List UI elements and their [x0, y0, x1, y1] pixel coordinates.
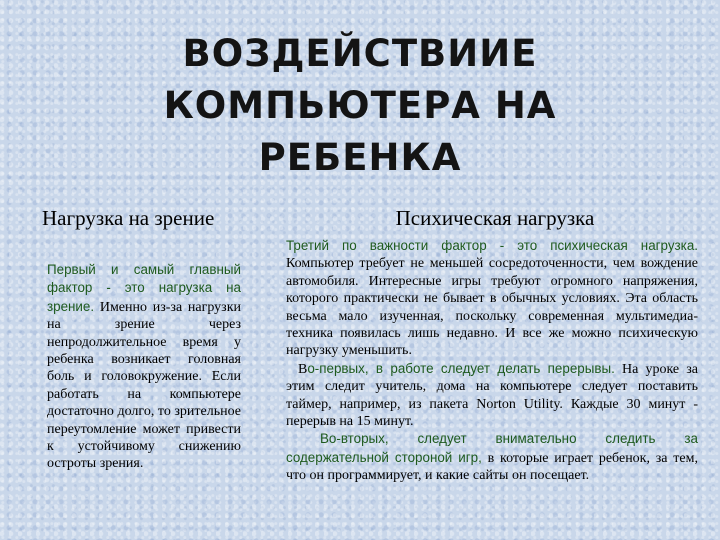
right-p2-body: На уроке за этим следит учитель, дома на компьютере следует поставить таймер, например, из пакета Norton Utility. Каждые 30 минут - перерыв на 15 минут. [286, 361, 698, 430]
left-column-text [47, 261, 241, 473]
right-p1-body: Компьютер требует не меньшей сосредоточенности, чем вождение автомобиля. Интересные игры требуют огромного напряжения, которого практически не бывает в обычных условиях. Эта область весьма мало изученная, поскольку современная мультимедиа-техника появилась лишь недавно. И все же можно психическую нагрузку уменьшить. [286, 256, 698, 359]
left-column-heading: Нагрузка на зрение [42, 206, 215, 230]
right-p3-green: Во-вторых, следует внимательно следить за содержательной стороной игр, [286, 431, 698, 465]
title-line-1: ВОЗДЕЙСТВИИЕ [182, 32, 538, 75]
right-p2-lead: В [298, 361, 308, 377]
right-p2-green: о-первых, в работе следует делать перерывы. [307, 360, 615, 376]
left-body: Именно из-за нагрузки на зрение через непродолжительное время у ребенка возникает головная боль и головокружение. Если работать на компьютере достаточно долго, то зрительное переутомление может привести к устойчивому снижению остроты зрения. [47, 299, 242, 472]
left-green-lead: Первый и самый главный фактор - это нагрузка на зрение. [47, 262, 241, 314]
slide-title [60, 28, 660, 184]
title-line-3: РЕБЕНКА [258, 136, 462, 179]
title-line-2: КОМПЬЮТЕРА НА [163, 84, 557, 127]
right-p3-body: в которые играет ребенок, за тем, что он программирует, и какие сайты он посещает. [286, 450, 699, 484]
right-paragraph-1 [286, 237, 698, 360]
right-paragraph-3 [286, 430, 698, 484]
right-column-heading: Психическая нагрузка [395, 206, 595, 230]
right-column-text [286, 237, 698, 485]
right-p1-green: Третий по важности фактор - это психическая нагрузка. [286, 238, 698, 253]
right-paragraph-2 [286, 360, 698, 431]
